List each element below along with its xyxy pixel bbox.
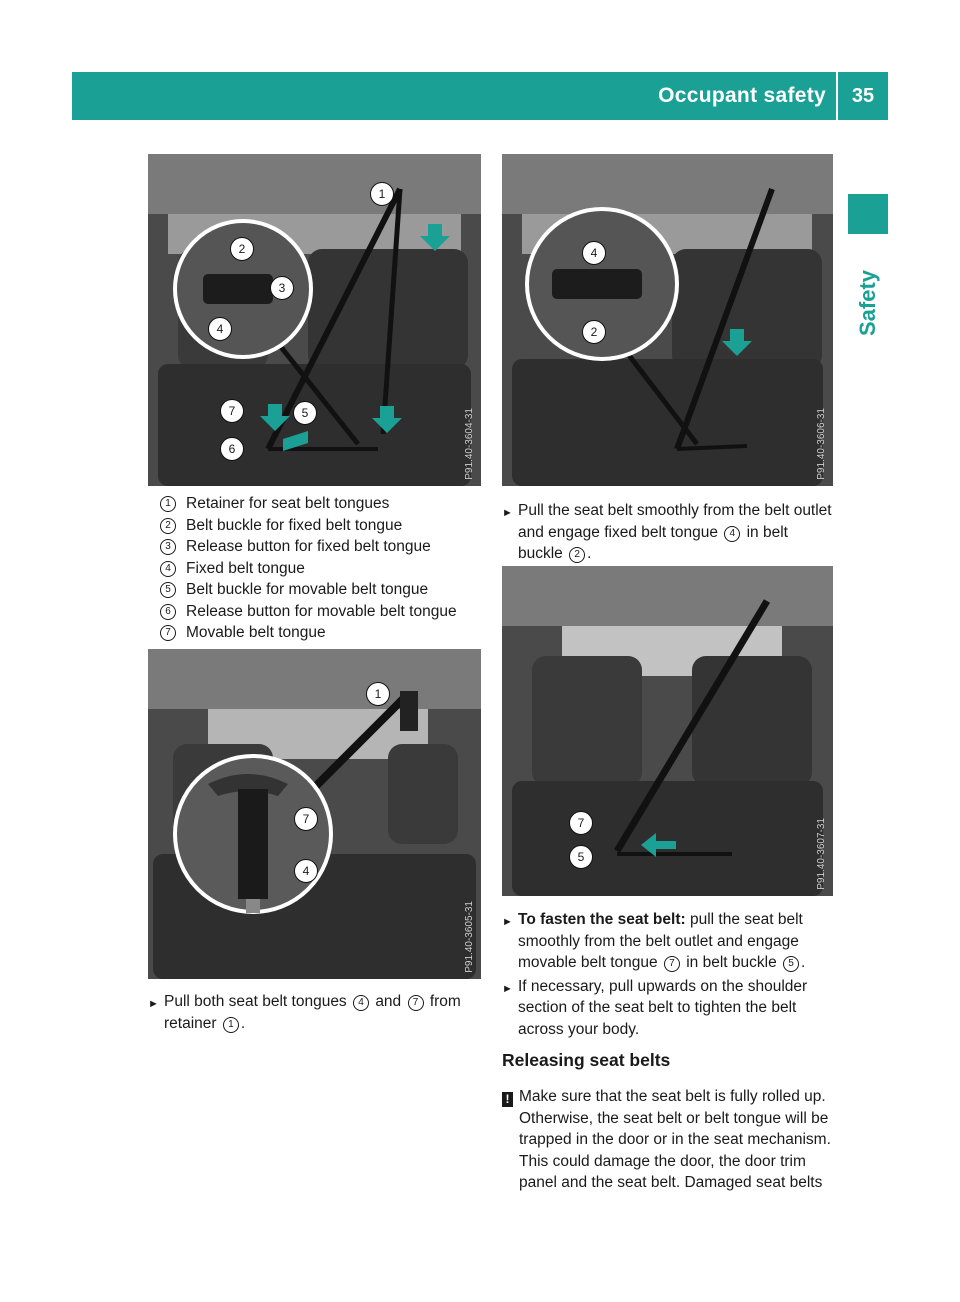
callout-3: 3 xyxy=(270,276,294,300)
warning-icon: ! xyxy=(502,1092,513,1107)
legend-item xyxy=(160,558,480,580)
callout-4: 4 xyxy=(294,859,318,883)
figure-code: P91.40-3604-31 xyxy=(464,408,475,480)
legend-number: 5 xyxy=(160,582,176,598)
figure-code: P91.40-3605-31 xyxy=(464,901,475,973)
section-heading: Releasing seat belts xyxy=(502,1050,671,1070)
figure-seat-belt-overview xyxy=(148,154,481,486)
callout-4: 4 xyxy=(208,317,232,341)
callout-7: 7 xyxy=(294,807,318,831)
legend-text: Movable belt tongue xyxy=(186,624,326,641)
legend-text: Fixed belt tongue xyxy=(186,559,305,577)
legend-item xyxy=(160,601,480,623)
step-remove-tongues: ► Pull both seat belt tongues 4 and 7 from retainer 1 . xyxy=(148,993,461,1032)
callout-2: 2 xyxy=(582,320,606,344)
step-tighten-belt: ► If necessary, pull upwards on the shoulder section of the seat belt to tighten the belt across your body. xyxy=(502,977,808,1038)
legend-item xyxy=(160,579,480,601)
callout-5: 5 xyxy=(569,845,593,869)
legend-number: 1 xyxy=(160,496,176,512)
legend-number: 4 xyxy=(160,561,176,577)
step-arrow-icon: ► xyxy=(502,507,513,519)
legend-number: 7 xyxy=(160,625,176,641)
callout-6: 6 xyxy=(220,437,244,461)
callout-5: 5 xyxy=(293,401,317,425)
legend-text: Release button for movable belt tongue xyxy=(186,602,457,620)
section-tab-label: Safety xyxy=(855,269,880,336)
figure-retainer-detail xyxy=(148,649,481,979)
figure-fixed-tongue xyxy=(502,154,833,486)
legend-item xyxy=(160,622,480,644)
step-fasten-belt: ► To fasten the seat belt: pull the seat belt smoothly from the belt outlet and engage movable belt tongue 7 in belt buckle 5 . ► If necessary, pull upwards on the shoulder section of the seat belt to tighten the belt across your body. xyxy=(502,909,842,1042)
legend-number: 6 xyxy=(160,604,176,620)
callout-7: 7 xyxy=(569,811,593,835)
legend-text: Release button for fixed belt tongue xyxy=(186,538,431,555)
section-tab-marker xyxy=(848,194,888,234)
callout-2: 2 xyxy=(230,237,254,261)
legend-text: Belt buckle for movable belt tongue xyxy=(186,581,429,598)
figure-code: P91.40-3606-31 xyxy=(816,408,827,480)
legend-text: Retainer for seat belt tongues xyxy=(186,495,390,512)
figure-code: P91.40-3607-31 xyxy=(816,818,827,890)
legend-item xyxy=(160,515,480,537)
step-arrow-icon: ► xyxy=(502,916,513,928)
legend-text: Belt buckle for fixed belt tongue xyxy=(186,516,403,534)
callout-4: 4 xyxy=(582,241,606,265)
step-arrow-icon: ► xyxy=(148,998,159,1010)
legend-item xyxy=(160,536,480,558)
step-arrow-icon: ► xyxy=(502,982,513,995)
callout-7: 7 xyxy=(220,399,244,423)
legend-item xyxy=(160,493,480,515)
page-number: 35 xyxy=(851,84,875,107)
figure-movable-tongue xyxy=(502,566,833,896)
callout-1: 1 xyxy=(366,682,390,706)
legend-number: 3 xyxy=(160,539,176,555)
callout-1: 1 xyxy=(370,182,394,206)
legend-list xyxy=(160,493,480,644)
step-engage-fixed-tongue: ► Pull the seat belt smoothly from the belt outlet and engage fixed belt tongue 4 in belt buckle 2 . xyxy=(502,502,832,562)
legend-number: 2 xyxy=(160,518,176,534)
page-header xyxy=(72,72,888,120)
header-title: Occupant safety xyxy=(658,84,826,107)
warning-note: ! Make sure that the seat belt is fully rolled up. Otherwise, the seat belt or belt tongue will be trapped in the door or in the seat mechanism. This could damage the door, the door trim panel and the seat belt. Damaged seat belts xyxy=(502,1086,842,1194)
